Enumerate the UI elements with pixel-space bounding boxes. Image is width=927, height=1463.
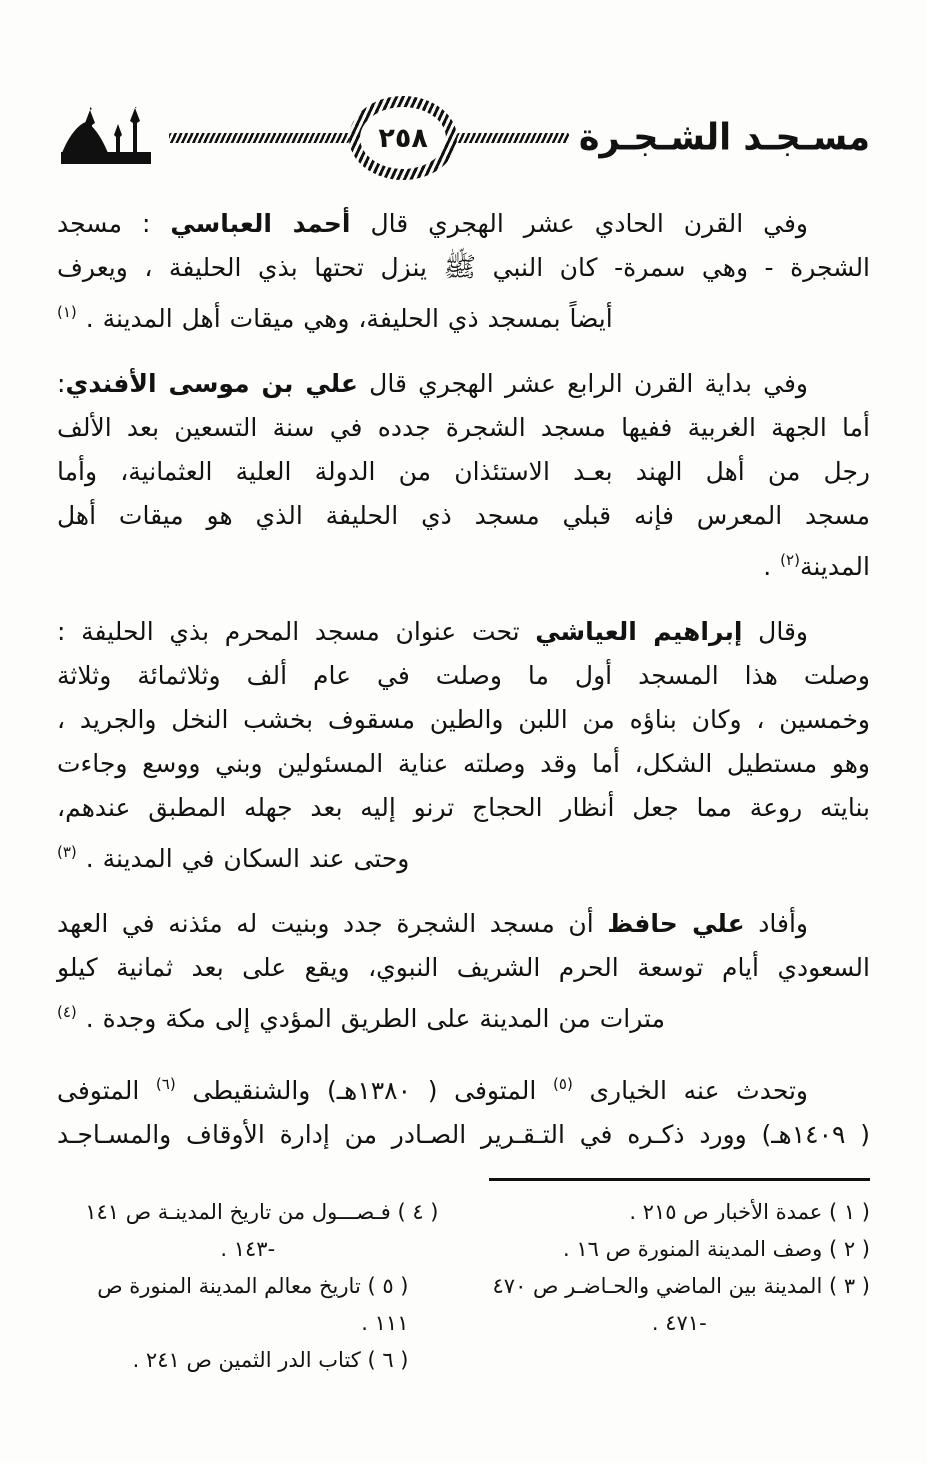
- text-segment: أيضاً بمسجد ذي الحليفة، وهي ميقات أهل المدينة .: [76, 304, 613, 333]
- text-line: [57, 450, 870, 494]
- text-segment: :: [57, 369, 66, 398]
- text-segment: تحت عنوان مسجد المحرم بذي الحليفة :: [57, 617, 536, 646]
- text-line: [57, 362, 870, 406]
- author-name: علي حافظ: [607, 909, 745, 938]
- page-number: ٢٥٨: [360, 107, 446, 169]
- page-number-badge: [349, 96, 457, 180]
- text-line: [57, 494, 870, 538]
- text-segment: : مسجد: [57, 209, 171, 238]
- text-segment: بنايته روعة مما جعل أنظار الحجاج ترنو إليه بعد جهله المطبق عندهم،: [57, 793, 870, 822]
- author-name: إبراهيم العياشي: [535, 617, 743, 646]
- text-segment: وخمسين ، وكان بناؤه من اللبن والطين مسقوف بخشب النخل والجريد ،: [57, 705, 870, 734]
- text-segment: المدينة: [799, 552, 870, 581]
- rule-segment-left: [169, 133, 349, 143]
- footnotes-column-left: [57, 1178, 439, 1379]
- footnote-item: ( ٣ ) المدينة بين الماضي والحـاضـر ص ٤٧٠: [492, 1274, 870, 1298]
- paragraph: [57, 610, 870, 881]
- text-segment: السعودي أيام توسعة الحرم الشريف النبوي، ويقع على بعد ثمانية كيلو: [57, 953, 870, 982]
- text-segment: الشجرة - وهي سمرة- كان النبي: [476, 253, 871, 282]
- footnotes-column-right: [489, 1178, 871, 1342]
- text-segment: ينزل تحتها بذي الحليفة ، ويعرف: [57, 253, 444, 282]
- text-line: [57, 1113, 870, 1157]
- text-segment: مترات من المدينة على الطريق المؤدي إلى مكة وجدة .: [76, 1004, 665, 1033]
- footnote-marker: (٤): [57, 1003, 77, 1021]
- footnote-item: ( ٢ ) وصف المدينة المنورة ص ١٦ .: [563, 1237, 870, 1261]
- text-line: [57, 290, 870, 341]
- footnote-marker: (٢): [780, 551, 800, 569]
- decorative-rule: [169, 96, 569, 180]
- footnote-item: ( ٥ ) تاريخ معالم المدينة المنورة ص ١١١ .: [97, 1274, 409, 1335]
- footnote-marker: (٥): [553, 1075, 573, 1093]
- page-header: [57, 100, 870, 176]
- rule-segment-right: [457, 133, 569, 143]
- text-line: [57, 246, 870, 290]
- text-segment: وهو مستطيل الشكل، أما وقد وصلته عناية المسئولين وبني ووسع وجاءت: [57, 749, 870, 778]
- footnote-marker: (٦): [155, 1075, 176, 1093]
- footnote-item: ( ٦ ) كتاب الدر الثمين ص ٢٤١ .: [132, 1348, 409, 1372]
- author-name: علي بن موسى الأفندي: [65, 369, 358, 398]
- text-line: [57, 538, 870, 589]
- text-line: [57, 742, 870, 786]
- text-line: [57, 1062, 870, 1113]
- text-segment: وحتى عند السكان في المدينة .: [76, 844, 410, 873]
- text-line: [57, 990, 870, 1041]
- footnotes: [57, 1178, 870, 1379]
- footnote-item: ( ٤ ) فـصـــول من تاريخ المدينـة ص ١٤١: [85, 1200, 439, 1224]
- text-segment: ( ١٤٠٩هـ) وورد ذكـره في التـقـرير الصـادر من إدارة الأوقاف والمسـاجـد: [57, 1120, 870, 1149]
- mosque-icon: [57, 107, 159, 169]
- footnote-separator: [489, 1178, 871, 1181]
- text-segment: أما الجهة الغربية ففيها مسجد الشجرة جدده في سنة التسعين بعد الألف: [57, 413, 870, 442]
- text-segment: وتحدث عنه الخيارى: [572, 1076, 808, 1105]
- text-segment: المتوفى: [57, 1076, 156, 1105]
- text-segment: أن مسجد الشجرة جدد وبنيت له مئذنه في العهد: [57, 909, 608, 938]
- text-segment: رجل من أهل الهند بعـد الاستئذان من الدولة العلية العثمانية، وأما: [57, 457, 870, 486]
- text-segment: وفي بداية القرن الرابع عشر الهجري قال: [357, 369, 808, 398]
- text-line: [57, 946, 870, 990]
- text-line: [57, 654, 870, 698]
- text-segment: وقال: [742, 617, 808, 646]
- paragraph: [57, 362, 870, 589]
- footnote-item: ( ١ ) عمدة الأخبار ص ٢١٥ .: [629, 1200, 870, 1224]
- text-segment: المتوفى ( ١٣٨٠هـ) والشنقيطى: [175, 1076, 554, 1105]
- paragraph: [57, 202, 870, 341]
- text-line: [57, 786, 870, 830]
- text-line: [57, 406, 870, 450]
- chapter-title: مسـجـد الشـجـرة: [578, 117, 870, 159]
- text-line: [57, 610, 870, 654]
- book-page: [0, 100, 927, 1463]
- paragraph: [57, 902, 870, 1041]
- text-line: [57, 902, 870, 946]
- text-segment: وأفاد: [744, 909, 808, 938]
- pbuh-symbol: ﷺ: [443, 252, 477, 283]
- text-segment: وفي القرن الحادي عشر الهجري قال: [350, 209, 808, 238]
- footnote-marker: (٣): [57, 843, 77, 861]
- text-segment: .: [763, 552, 781, 581]
- text-line: [57, 202, 870, 246]
- paragraph: [57, 1062, 870, 1157]
- footnote-continuation: -٤٧١ .: [651, 1311, 707, 1335]
- text-segment: مسجد المعرس فإنه قبلي مسجد ذي الحليفة الذي هو ميقات أهل: [57, 501, 870, 530]
- text-line: [57, 830, 870, 881]
- text-line: [57, 698, 870, 742]
- footnote-marker: (١): [57, 303, 77, 321]
- page-body: [57, 202, 870, 1157]
- footnote-continuation: -١٤٣ .: [220, 1237, 276, 1261]
- text-segment: وصلت هذا المسجد أول ما وصلت في عام ألف وثلاثمائة وثلاثة: [57, 661, 870, 690]
- author-name: أحمد العباسي: [170, 209, 351, 238]
